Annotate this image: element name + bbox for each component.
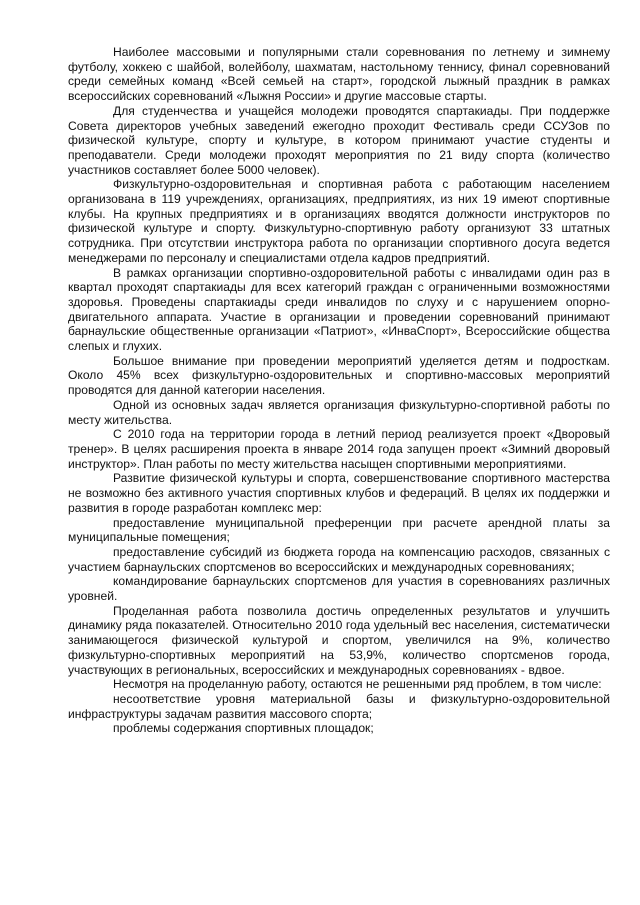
paragraph-residence-work: Одной из основных задач является организация физкультурно-спортивной работы по месту жительства. — [68, 397, 610, 427]
paragraph-children: Большое внимание при проведении мероприятий уделяется детям и подросткам. Около 45% всех физкультурно-оздоровительных и спортивно-массовых мероприятий проводятся для данной категории населения. — [68, 353, 610, 398]
paragraph-problems: Несмотря на проделанную работу, остаются не решенными ряд проблем, в том числе: — [113, 677, 602, 692]
paragraph-results: Проделанная работа позволила достичь определенных результатов и улучшить динамику ряда показателей. Относительно 2010 года удельный вес населения, систематически занимающегося физической культурой и спортом, увеличился на 9%, количество физкультурно-спортивных мероприятий на 53,9%, количество спортсменов города, участвующих в региональных, всероссийских и международных соревнованиях - вдвое. — [68, 603, 610, 677]
paragraph-student-spartakiads: Для студенчества и учащейся молодежи проводятся спартакиады. При поддержке Совета директоров учебных заведений ежегодно проходит Фестиваль среди ССУЗов по физической культуре, спорту и культуре, в котором принимают участие студенты и преподаватели. Среди молодежи проходят мероприятия по 21 виду спорта (количество участников составляет более 5000 человек). — [68, 103, 610, 177]
document-page — [68, 45, 610, 736]
list-item-preference: предоставление муниципальной преференции при расчете арендной платы за муниципальные помещения; — [68, 515, 610, 545]
list-item-playgrounds: проблемы содержания спортивных площадок; — [113, 721, 374, 736]
paragraph-disabled-sports: В рамках организации спортивно-оздоровительной работы с инвалидами один раз в квартал проходят спартакиады для всех категорий граждан с ограниченными возможностями здоровья. Проведены спартакиады среди инвалидов по слуху и с нарушением опорно-двигательного аппарата. Участие в организации и проведении соревнований принимают барнаульские общественные организации «Патриот», «ИнваСпорт», Всероссийские общества слепых и глухих. — [68, 265, 610, 354]
paragraph-clubs-federations: Развитие физической культуры и спорта, совершенствование спортивного мастерства не возможно без активного участия спортивных клубов и федераций. В целях их поддержки и развития в городе разработан комплекс мер: — [68, 471, 610, 515]
list-item-infrastructure: несоответствие уровня материальной базы и физкультурно-оздоровительной инфраструктуры задачам развития массового спорта; — [68, 691, 610, 721]
list-item-subsidies: предоставление субсидий из бюджета города на компенсацию расходов, связанных с участием барнаульских спортсменов во всероссийских и международных соревнованиях; — [68, 544, 610, 574]
paragraph-working-population: Физкультурно-оздоровительная и спортивная работа с работающим населением организована в 119 учреждениях, организациях, предприятиях, из них 19 имеют спортивные клубы. На крупных предприятиях и в организациях вводятся должности инструкторов по физической культуре и спорту. Физкультурно-спортивную работу организуют 33 штатных сотрудника. При отсутствии инструктора работа по организации спортивного досуга ведется менеджерами по персоналу и специалистами отдела кадров предприятий. — [68, 177, 610, 265]
paragraph-mass-competitions: Наиболее массовыми и популярными стали соревнования по летнему и зимнему футболу, хоккею с шайбой, волейболу, шахматам, настольному теннису, финал соревнований среди семейных команд «Всей семьей на старт», городской лыжный праздник в рамках всероссийских соревнований «Лыжня России» и другие массовые старты. — [68, 45, 610, 104]
list-item-business-trips: командирование барнаульских спортсменов для участия в соревнованиях различных уровней. — [68, 574, 610, 604]
paragraph-yard-coach: С 2010 года на территории города в летний период реализуется проект «Дворовый тренер». В целях расширения проекта в январе 2014 года запущен проект «Зимний дворовый инструктор». План работы по месту жительства насыщен спортивными мероприятиями. — [68, 427, 610, 471]
